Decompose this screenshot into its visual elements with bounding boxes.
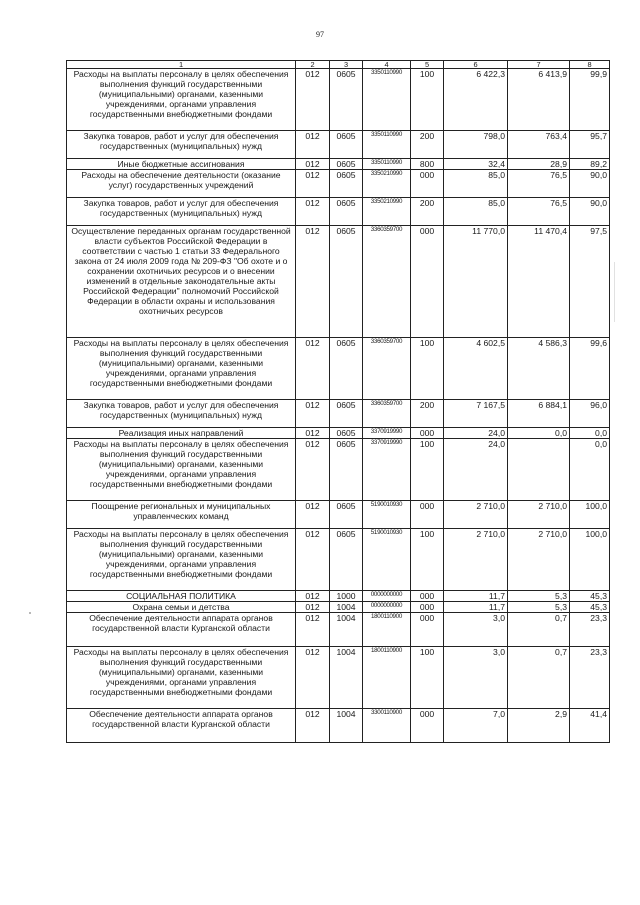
- target-article-code: 3370919990: [363, 439, 411, 501]
- completion-percent: 0,0: [570, 439, 610, 501]
- scan-mark: [614, 262, 615, 322]
- section-code: 0605: [330, 439, 363, 501]
- section-code: 1004: [330, 647, 363, 709]
- target-article-code: 1800110900: [363, 647, 411, 709]
- expense-type-code: 800: [411, 159, 444, 170]
- actual-amount: 2,9: [508, 709, 570, 743]
- completion-percent: 89,2: [570, 159, 610, 170]
- completion-percent: 97,5: [570, 226, 610, 338]
- ministry-code: 012: [296, 613, 330, 647]
- table-row: [67, 647, 610, 709]
- expense-type-code: 000: [411, 602, 444, 613]
- actual-amount: 6 413,9: [508, 69, 570, 131]
- actual-amount: 5,3: [508, 591, 570, 602]
- completion-percent: 99,6: [570, 338, 610, 400]
- row-name: Охрана семьи и детства: [67, 602, 296, 613]
- actual-amount: 0,0: [508, 428, 570, 439]
- target-article-code: 3350110990: [363, 131, 411, 159]
- table-row: [67, 170, 610, 198]
- completion-percent: 41,4: [570, 709, 610, 743]
- expense-type-code: 000: [411, 613, 444, 647]
- target-article-code: 5190010930: [363, 501, 411, 529]
- section-code: 1004: [330, 602, 363, 613]
- row-name: Обеспечение деятельности аппарата органов государственной власти Курганской области: [67, 613, 296, 647]
- section-code: 0605: [330, 198, 363, 226]
- table-row: [67, 400, 610, 428]
- column-header: 1: [67, 61, 296, 69]
- column-header: 3: [330, 61, 363, 69]
- actual-amount: 76,5: [508, 198, 570, 226]
- ministry-code: 012: [296, 501, 330, 529]
- actual-amount: 5,3: [508, 602, 570, 613]
- expense-type-code: 200: [411, 400, 444, 428]
- row-name: СОЦИАЛЬНАЯ ПОЛИТИКА: [67, 591, 296, 602]
- target-article-code: 3350210990: [363, 170, 411, 198]
- table-header-row: [67, 61, 610, 69]
- planned-amount: 3,0: [444, 647, 508, 709]
- ministry-code: 012: [296, 591, 330, 602]
- planned-amount: 7 167,5: [444, 400, 508, 428]
- ministry-code: 012: [296, 159, 330, 170]
- row-name: Расходы на выплаты персоналу в целях обеспечения выполнения функций государственными (муниципальными) органами, казенными учреждениями, органами управления государственными внебюджетными фондами: [67, 439, 296, 501]
- row-name: Расходы на выплаты персоналу в целях обеспечения выполнения функций государственными (муниципальными) органами, казенными учреждениями, органами управления государственными внебюджетными фондами: [67, 69, 296, 131]
- planned-amount: 2 710,0: [444, 501, 508, 529]
- column-header: 4: [363, 61, 411, 69]
- section-code: 0605: [330, 226, 363, 338]
- ministry-code: 012: [296, 439, 330, 501]
- row-name: Иные бюджетные ассигнования: [67, 159, 296, 170]
- ministry-code: 012: [296, 170, 330, 198]
- ministry-code: 012: [296, 602, 330, 613]
- expense-type-code: 100: [411, 647, 444, 709]
- target-article-code: 3350110990: [363, 159, 411, 170]
- planned-amount: 24,0: [444, 428, 508, 439]
- ministry-code: 012: [296, 709, 330, 743]
- planned-amount: 32,4: [444, 159, 508, 170]
- column-header: 8: [570, 61, 610, 69]
- planned-amount: 85,0: [444, 170, 508, 198]
- ministry-code: 012: [296, 69, 330, 131]
- table-row: [67, 69, 610, 131]
- completion-percent: 100,0: [570, 501, 610, 529]
- target-article-code: 3300110900: [363, 709, 411, 743]
- planned-amount: 3,0: [444, 613, 508, 647]
- page-number: 97: [316, 30, 324, 39]
- expense-type-code: 000: [411, 501, 444, 529]
- target-article-code: 0000000000: [363, 591, 411, 602]
- planned-amount: 7,0: [444, 709, 508, 743]
- row-name: Закупка товаров, работ и услуг для обеспечения государственных (муниципальных) нужд: [67, 198, 296, 226]
- actual-amount: 4 586,3: [508, 338, 570, 400]
- actual-amount: 0,7: [508, 613, 570, 647]
- row-name: Реализация иных направлений: [67, 428, 296, 439]
- section-code: 0605: [330, 400, 363, 428]
- section-code: 1000: [330, 591, 363, 602]
- target-article-code: 5190010930: [363, 529, 411, 591]
- budget-table: [66, 60, 610, 743]
- table-row: [67, 131, 610, 159]
- target-article-code: 3350110990: [363, 69, 411, 131]
- table-row: [67, 613, 610, 647]
- table-row: [67, 226, 610, 338]
- section-code: 0605: [330, 159, 363, 170]
- column-header: 6: [444, 61, 508, 69]
- ministry-code: 012: [296, 400, 330, 428]
- table-row: [67, 602, 610, 613]
- section-code: 1004: [330, 613, 363, 647]
- target-article-code: 3350210990: [363, 198, 411, 226]
- row-name: Расходы на обеспечение деятельности (оказание услуг) государственных учреждений: [67, 170, 296, 198]
- table-row: [67, 591, 610, 602]
- ministry-code: 012: [296, 338, 330, 400]
- table-row: [67, 709, 610, 743]
- row-name: Расходы на выплаты персоналу в целях обеспечения выполнения функций государственными (муниципальными) органами, казенными учреждениями, органами управления государственными внебюджетными фондами: [67, 529, 296, 591]
- actual-amount: 6 884,1: [508, 400, 570, 428]
- planned-amount: 4 602,5: [444, 338, 508, 400]
- column-header: 7: [508, 61, 570, 69]
- target-article-code: 3360359700: [363, 226, 411, 338]
- planned-amount: 11 770,0: [444, 226, 508, 338]
- section-code: 0605: [330, 501, 363, 529]
- completion-percent: 90,0: [570, 198, 610, 226]
- target-article-code: 3360359700: [363, 400, 411, 428]
- expense-type-code: 100: [411, 529, 444, 591]
- ministry-code: 012: [296, 226, 330, 338]
- expense-type-code: 200: [411, 198, 444, 226]
- row-name: Расходы на выплаты персоналу в целях обеспечения выполнения функций государственными (муниципальными) органами, казенными учреждениями, органами управления государственными внебюджетными фондами: [67, 647, 296, 709]
- completion-percent: 99,9: [570, 69, 610, 131]
- column-header: 2: [296, 61, 330, 69]
- section-code: 0605: [330, 529, 363, 591]
- ministry-code: 012: [296, 131, 330, 159]
- table-row: [67, 198, 610, 226]
- actual-amount: 28,9: [508, 159, 570, 170]
- expense-type-code: 000: [411, 591, 444, 602]
- table-row: [67, 159, 610, 170]
- section-code: 0605: [330, 338, 363, 400]
- actual-amount: 76,5: [508, 170, 570, 198]
- expense-type-code: 100: [411, 338, 444, 400]
- planned-amount: 11,7: [444, 602, 508, 613]
- actual-amount: 0,7: [508, 647, 570, 709]
- expense-type-code: 000: [411, 226, 444, 338]
- section-code: 1004: [330, 709, 363, 743]
- completion-percent: 0,0: [570, 428, 610, 439]
- expense-type-code: 100: [411, 439, 444, 501]
- actual-amount: 2 710,0: [508, 529, 570, 591]
- section-code: 0605: [330, 131, 363, 159]
- actual-amount: 2 710,0: [508, 501, 570, 529]
- completion-percent: 45,3: [570, 602, 610, 613]
- table-row: [67, 501, 610, 529]
- row-name: Закупка товаров, работ и услуг для обеспечения государственных (муниципальных) нужд: [67, 400, 296, 428]
- completion-percent: 100,0: [570, 529, 610, 591]
- actual-amount: [508, 439, 570, 501]
- target-article-code: 3360359700: [363, 338, 411, 400]
- table-row: [67, 529, 610, 591]
- ministry-code: 012: [296, 529, 330, 591]
- column-header: 5: [411, 61, 444, 69]
- completion-percent: 23,3: [570, 647, 610, 709]
- completion-percent: 95,7: [570, 131, 610, 159]
- expense-type-code: 000: [411, 170, 444, 198]
- completion-percent: 90,0: [570, 170, 610, 198]
- planned-amount: 2 710,0: [444, 529, 508, 591]
- planned-amount: 798,0: [444, 131, 508, 159]
- completion-percent: 96,0: [570, 400, 610, 428]
- row-name: Расходы на выплаты персоналу в целях обеспечения выполнения функций государственными (муниципальными) органами, казенными учреждениями, органами управления государственными внебюджетными фондами: [67, 338, 296, 400]
- scan-mark: [29, 612, 31, 614]
- actual-amount: 763,4: [508, 131, 570, 159]
- table-row: [67, 439, 610, 501]
- expense-type-code: 000: [411, 428, 444, 439]
- completion-percent: 23,3: [570, 613, 610, 647]
- ministry-code: 012: [296, 198, 330, 226]
- expense-type-code: 000: [411, 709, 444, 743]
- target-article-code: 1800110900: [363, 613, 411, 647]
- planned-amount: 24,0: [444, 439, 508, 501]
- table-row: [67, 338, 610, 400]
- row-name: Осуществление переданных органам государственной власти субъектов Российской Федерации в соответствии с частью 1 статьи 33 Федерального закона от 24 июля 2009 года № 209-ФЗ "Об охоте и о сохранении охотничьих ресурсов и о внесении изменений в отдельные законодательные акты Российской Федерации" полномочий Российской Федерации в области охраны и использования охотничьих ресурсов: [67, 226, 296, 338]
- planned-amount: 6 422,3: [444, 69, 508, 131]
- section-code: 0605: [330, 428, 363, 439]
- planned-amount: 11,7: [444, 591, 508, 602]
- row-name: Поощрение региональных и муниципальных управленческих команд: [67, 501, 296, 529]
- section-code: 0605: [330, 69, 363, 131]
- target-article-code: 0000000000: [363, 602, 411, 613]
- completion-percent: 45,3: [570, 591, 610, 602]
- expense-type-code: 100: [411, 69, 444, 131]
- row-name: Обеспечение деятельности аппарата органов государственной власти Курганской области: [67, 709, 296, 743]
- target-article-code: 3370919990: [363, 428, 411, 439]
- section-code: 0605: [330, 170, 363, 198]
- row-name: Закупка товаров, работ и услуг для обеспечения государственных (муниципальных) нужд: [67, 131, 296, 159]
- ministry-code: 012: [296, 428, 330, 439]
- table-row: [67, 428, 610, 439]
- expense-type-code: 200: [411, 131, 444, 159]
- actual-amount: 11 470,4: [508, 226, 570, 338]
- ministry-code: 012: [296, 647, 330, 709]
- planned-amount: 85,0: [444, 198, 508, 226]
